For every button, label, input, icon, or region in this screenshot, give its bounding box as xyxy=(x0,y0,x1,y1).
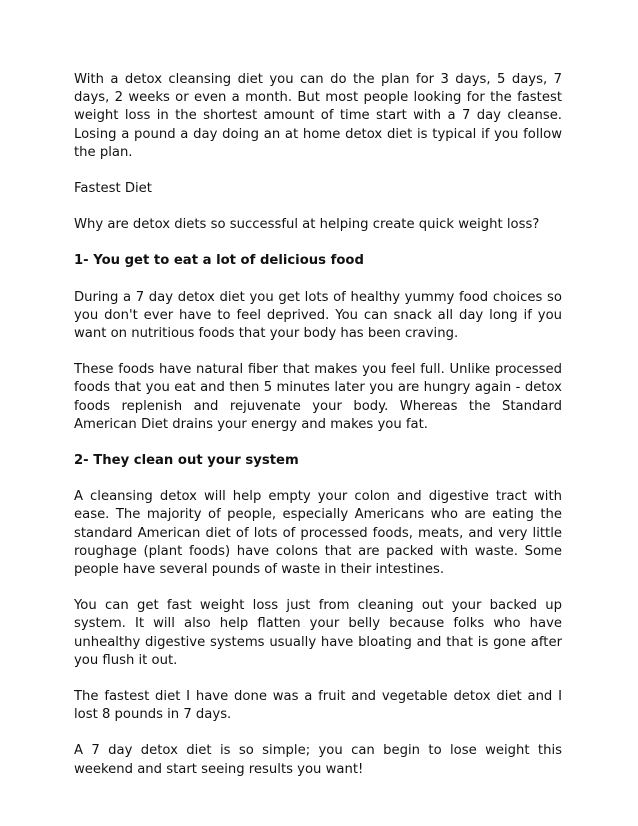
section-heading-1: 1- You get to eat a lot of delicious food xyxy=(74,253,364,269)
document-page xyxy=(74,71,562,779)
body-paragraph: A cleansing detox will help empty your colon and digestive tract with ease. The majority of people, especially Americans who are eating the standard American diet of lots of processed foods, meats, and very little roughage (plant foods) have colons that are packed with waste. Some people have several pounds of waste in their intestines. xyxy=(74,489,562,578)
body-paragraph: The fastest diet I have done was a fruit and vegetable detox diet and I lost 8 pounds in 7 days. xyxy=(74,689,562,723)
section-heading-2: 2- They clean out your system xyxy=(74,453,299,469)
body-paragraph: During a 7 day detox diet you get lots of healthy yummy food choices so you don't ever have to feel deprived. You can snack all day long if you want on nutritious foods that your body has been craving. xyxy=(74,289,562,342)
question-paragraph: Why are detox diets so successful at helping create quick weight loss? xyxy=(74,217,540,233)
body-paragraph: These foods have natural fiber that makes you feel full. Unlike processed foods that you eat and then 5 minutes later you are hungry again - detox foods replenish and rejuvenate your body. Whereas the Standard American Diet drains your energy and makes you fat. xyxy=(74,362,562,432)
fastest-diet-label: Fastest Diet xyxy=(74,181,152,197)
intro-paragraph: With a detox cleansing diet you can do the plan for 3 days, 5 days, 7 days, 2 weeks or even a month. But most people looking for the fastest weight loss in the shortest amount of time start with a 7 day cleanse. Losing a pound a day doing an at home detox diet is typical if you follow the plan. xyxy=(74,72,562,160)
body-paragraph: You can get fast weight loss just from cleaning out your backed up system. It will also help flatten your belly because folks who have unhealthy digestive systems usually have bloating and that is gone after you flush it out. xyxy=(74,598,562,668)
closing-paragraph: A 7 day detox diet is so simple; you can begin to lose weight this weekend and start seeing results you want! xyxy=(74,743,562,777)
